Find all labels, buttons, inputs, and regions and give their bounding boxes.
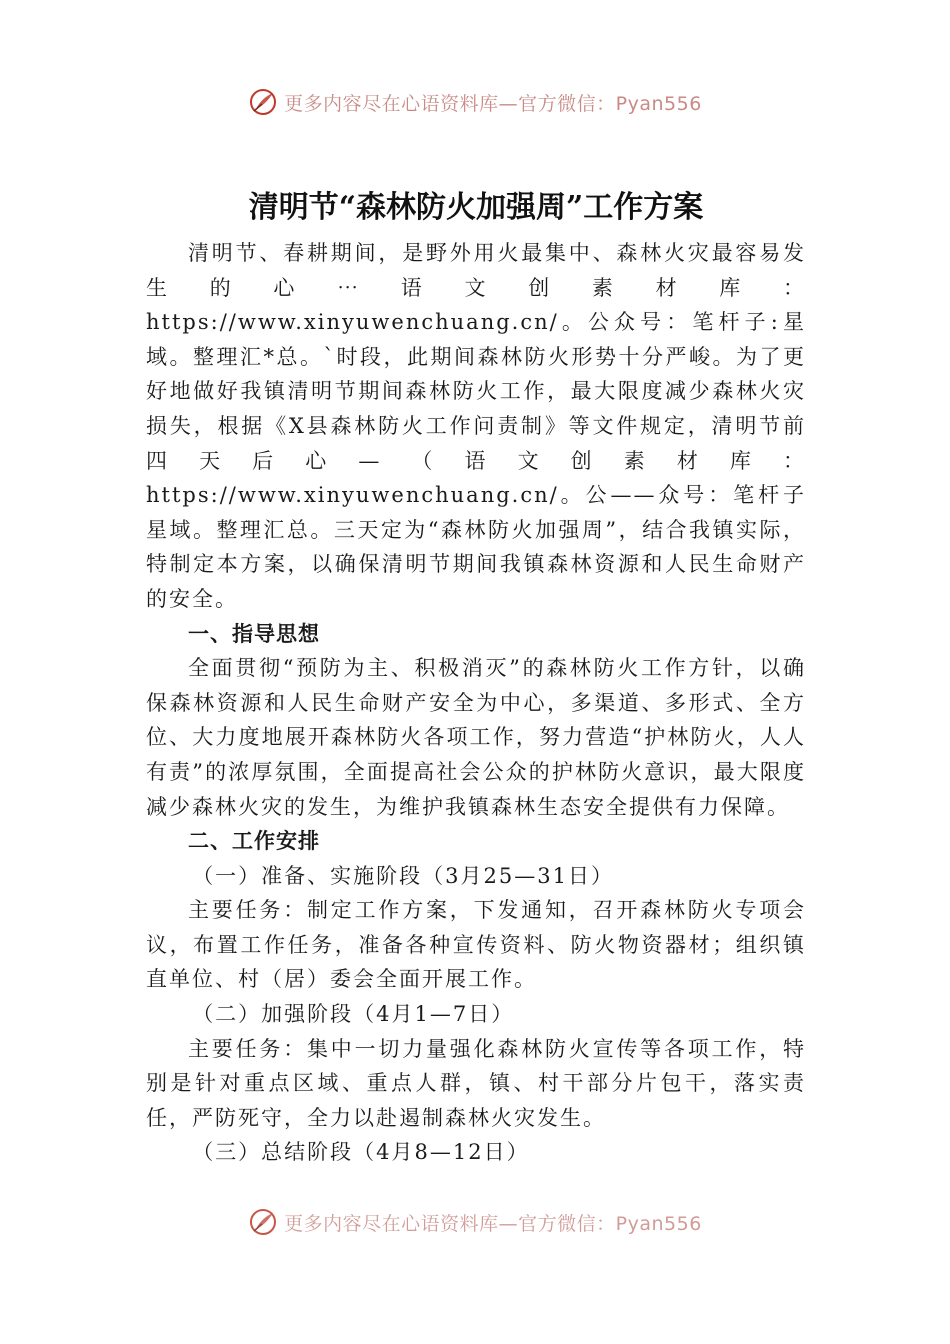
watermark-text: 更多内容尽在心语资料库—官方微信：Pyan556 [284,1212,702,1235]
document-title: 清明节“森林防火加强周”工作方案 [248,190,704,225]
feather-logo-icon [248,87,278,117]
watermark-text: 更多内容尽在心语资料库—官方微信：Pyan556 [284,92,702,115]
stage-heading-strengthening: （二）加强阶段（4月1—7日） [192,1002,515,1027]
footer-watermark [0,1206,950,1238]
feather-logo-icon [248,1207,278,1237]
section-heading-work-arrangement: 二、工作安排 [188,829,320,854]
section-heading-guiding-thought: 一、指导思想 [188,621,320,646]
document-body [146,182,806,1170]
stage-heading-preparation: （一）准备、实施阶段（3月25—31日） [192,863,614,888]
stage-preparation-paragraph: 主要任务：制定工作方案，下发通知，召开森林防火专项会议，布置工作任务，准备各种宣传资料、防火物资器材；组织镇直单位、村（居）委会全面开展工作。 [146,898,806,992]
stage-heading-summary: （三）总结阶段（4月8—12日） [192,1140,530,1165]
header-watermark [0,84,950,120]
guiding-thought-paragraph: 全面贯彻“预防为主、积极消灭”的森林防火工作方针，以确保森林资源和人民生命财产安全为中心，多渠道、多形式、全方位、大力度地展开森林防火各项工作，努力营造“护林防火，人人有责”的浓厚氛围，全面提高社会公众的护林防火意识，最大限度减少森林火灾的发生，为维护我镇森林生态安全提供有力保障。 [146,656,806,819]
intro-paragraph: 清明节、春耕期间，是野外用火最集中、森林火灾最容易发生的心⋯语文创素材库：https://www.xinyuwenchuang.cn/。公众号：笔杆子:星域。整理汇*总。`时段，此期间森林防火形势十分严峻。为了更好地做好我镇清明节期间森林防火工作，最大限度减少森林火灾损失，根据《X县森林防火工作问责制》等文件规定，清明节前四天后心—（语文创素材库：https://www.xinyuwenchuang.cn/。公——众号：笔杆子星域。整理汇总。三天定为“森林防火加强周”，结合我镇实际，特制定本方案，以确保清明节期间我镇森林资源和人民生命财产的安全。 [146,241,806,611]
stage-strengthening-paragraph: 主要任务：集中一切力量强化森林防火宣传等各项工作，特别是针对重点区域、重点人群，镇、村干部分片包干，落实责任，严防死守，全力以赴遏制森林火灾发生。 [146,1036,806,1130]
